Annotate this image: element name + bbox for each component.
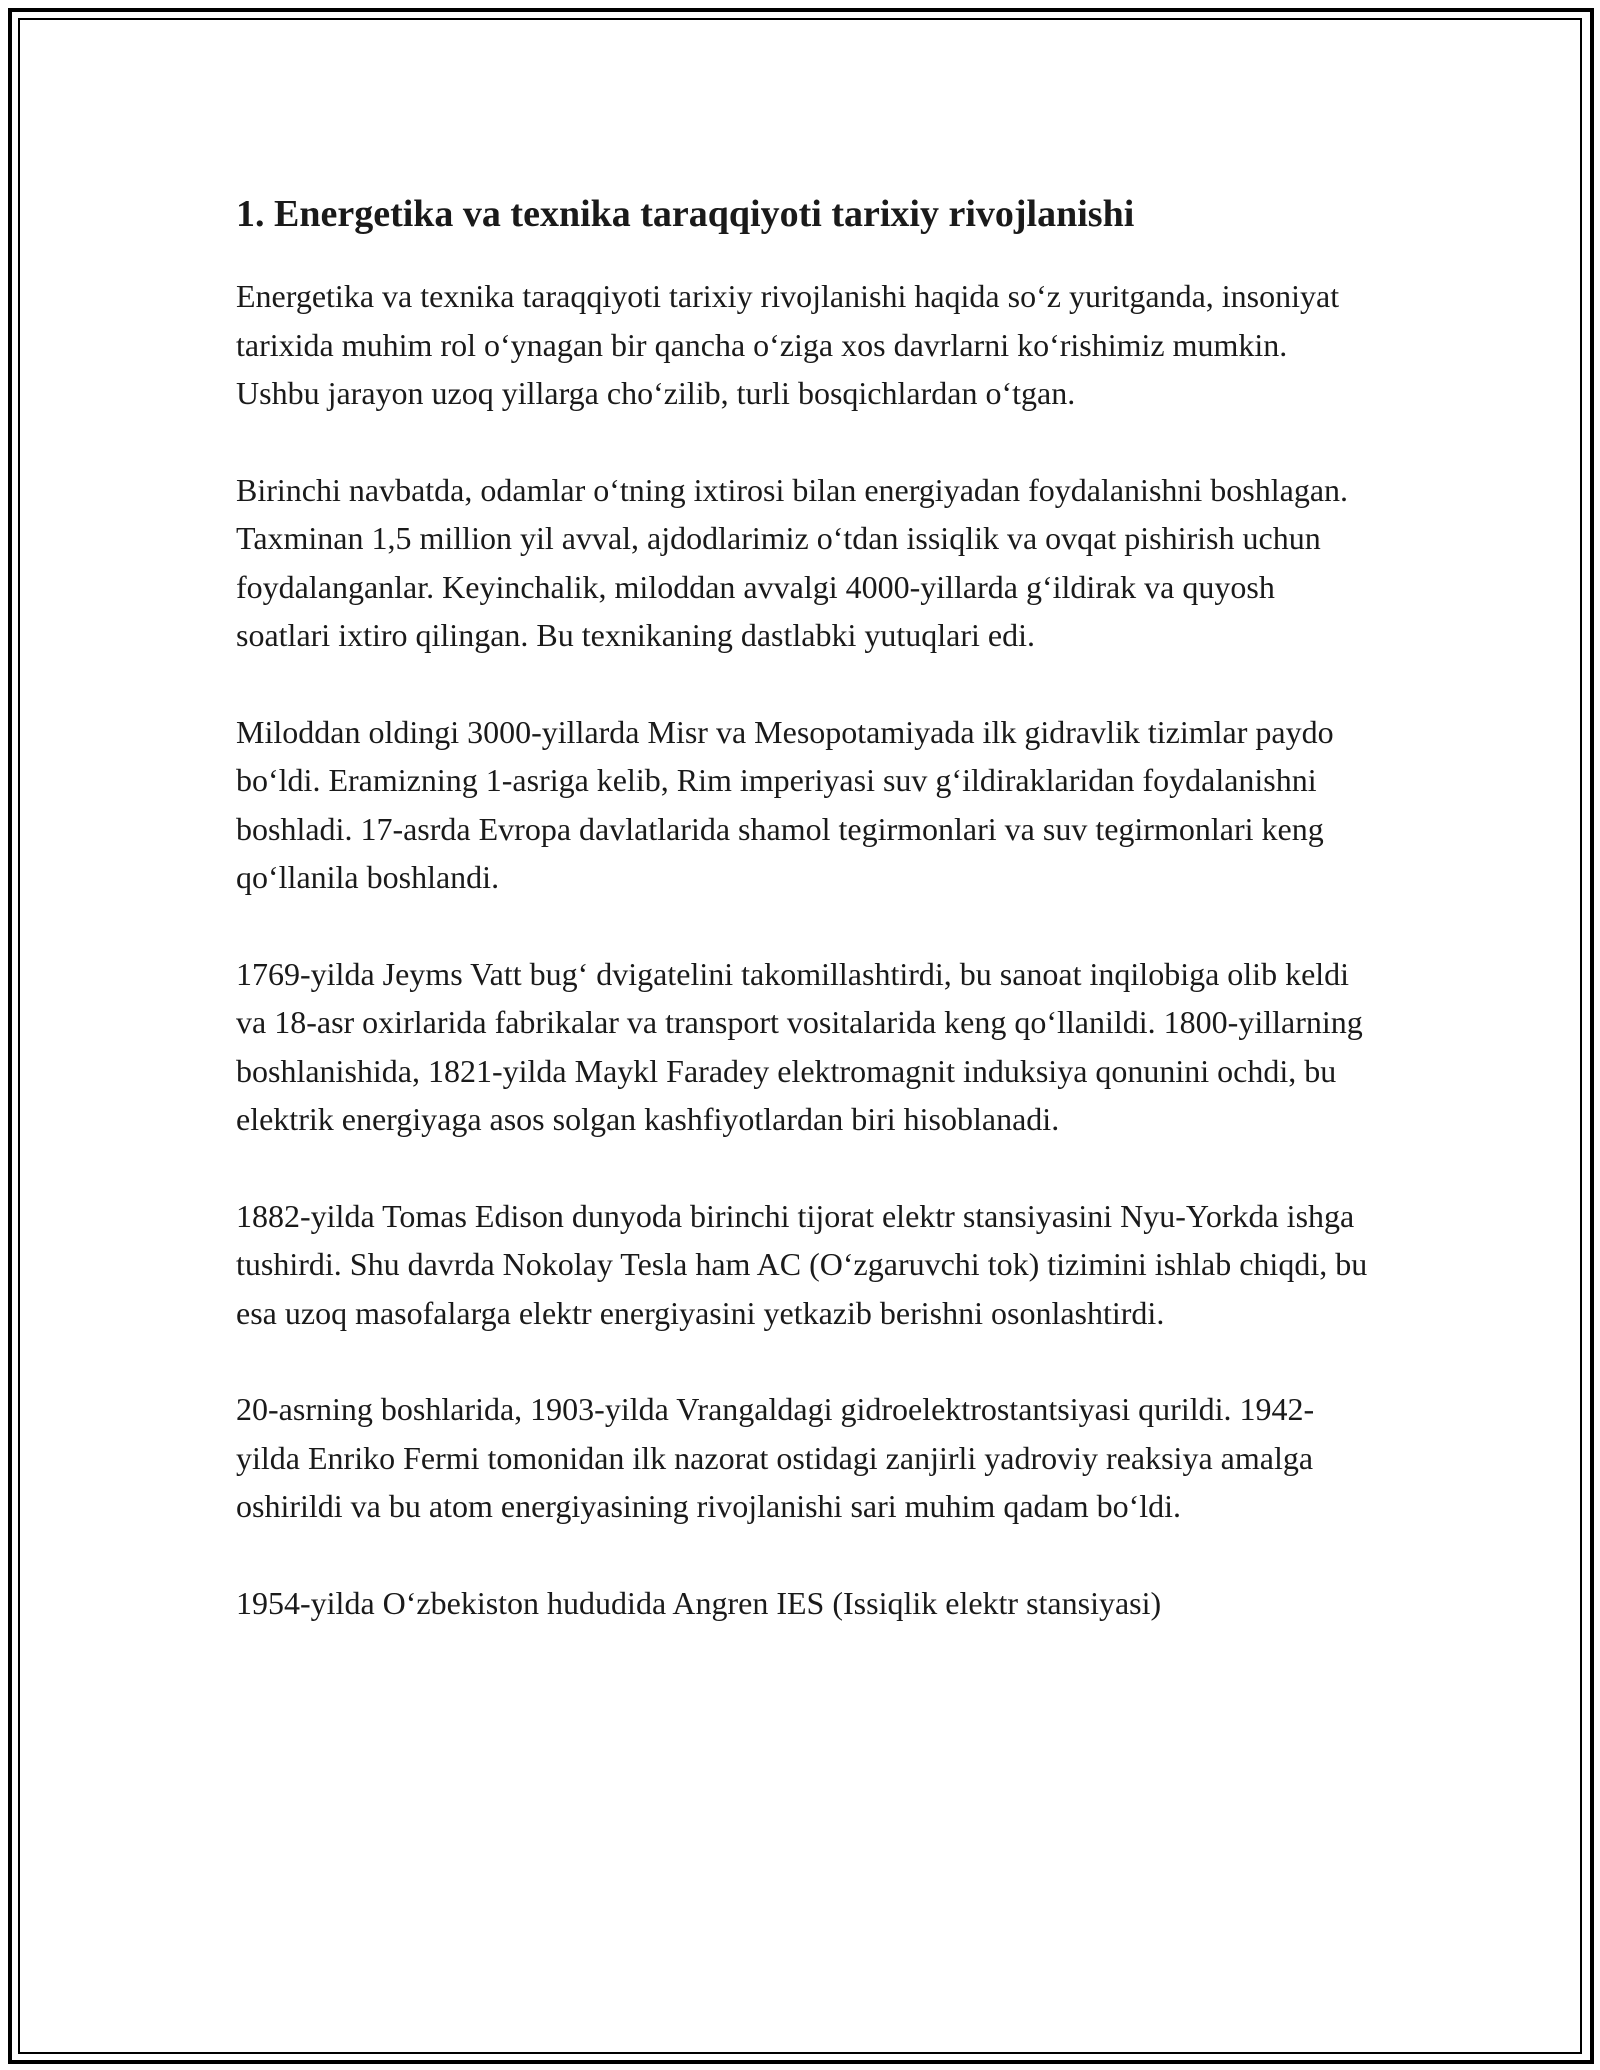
paragraph-1: Energetika va texnika taraqqiyoti tarixiy rivojlanishi haqida so‘z yuritganda, insoniyat tarixida muhim rol o‘ynagan bir qancha o‘ziga xos davrlarni ko‘rishimiz mumkin. Ushbu jarayon uzoq yillarga cho‘zilib, turli bosqichlardan o‘tgan. [236,278,1340,411]
paragraph-5: 1882-yilda Tomas Edison dunyoda birinchi tijorat elektr stansiyasini Nyu-Yorkda ishga tushirdi. Shu davrda Nokolay Tesla ham AC (O‘zgaruvchi tok) tizimini ishlab chiqdi, bu esa uzoq masofalarga elektr energiyasini yetkazib berishni osonlashtirdi. [236,1197,1368,1331]
paragraph-3: Miloddan oldingi 3000-yillarda Misr va Mesopotamiyada ilk gidravlik tizimlar paydo bo‘ldi. Eramizning 1-asriga kelib, Rim imperiyasi suv g‘ildiraklaridan foydalanishni boshladi. 17-asrda Evropa davlatlarida shamol tegirmonlari va suv tegirmonlari keng qo‘llanila boshlandi. [236,713,1334,895]
paragraph-6: 20-asrning boshlarida, 1903-yilda Vrangaldagi gidroelektrostantsiyasi qurildi. 1942-yilda Enriko Fermi tomonidan ilk nazorat ostidagi zanjirli yadroviy reaksiya amalga oshirildi va bu atom energiyasining rivojlanishi sari muhim qadam bo‘ldi. [236,1391,1315,1524]
paragraph-7: 1954-yilda O‘zbekiston hududida Angren IES (Issiqlik elektr stansiyasi) [236,1584,1162,1621]
document-body [236,186,1376,1675]
section-title: 1. Energetika va texnika taraqqiyoti tarixiy rivojlanishi [236,193,1135,235]
paragraph-4: 1769-yilda Jeyms Vatt bug‘ dvigatelini takomillashtirdi, bu sanoat inqilobiga olib keldi va 18-asr oxirlarida fabrikalar va transport vositalarida keng qo‘llanildi. 1800-yillarning boshlanishida, 1821-yilda Maykl Faradey elektromagnit induksiya qonunini ochdi, bu elektrik energiyaga asos solgan kashfiyotlardan biri hisoblanadi. [236,955,1363,1137]
paragraph-2: Birinchi navbatda, odamlar o‘tning ixtirosi bilan energiyadan foydalanishni boshlagan. Taxminan 1,5 million yil avval, ajdodlarimiz o‘tdan issiqlik va ovqat pishirish uchun foydalanganlar. Keyinchalik, miloddan avvalgi 4000-yillarda g‘ildirak va quyosh soatlari ixtiro qilingan. Bu texnikaning dastlabki yutuqlari edi. [236,471,1349,653]
